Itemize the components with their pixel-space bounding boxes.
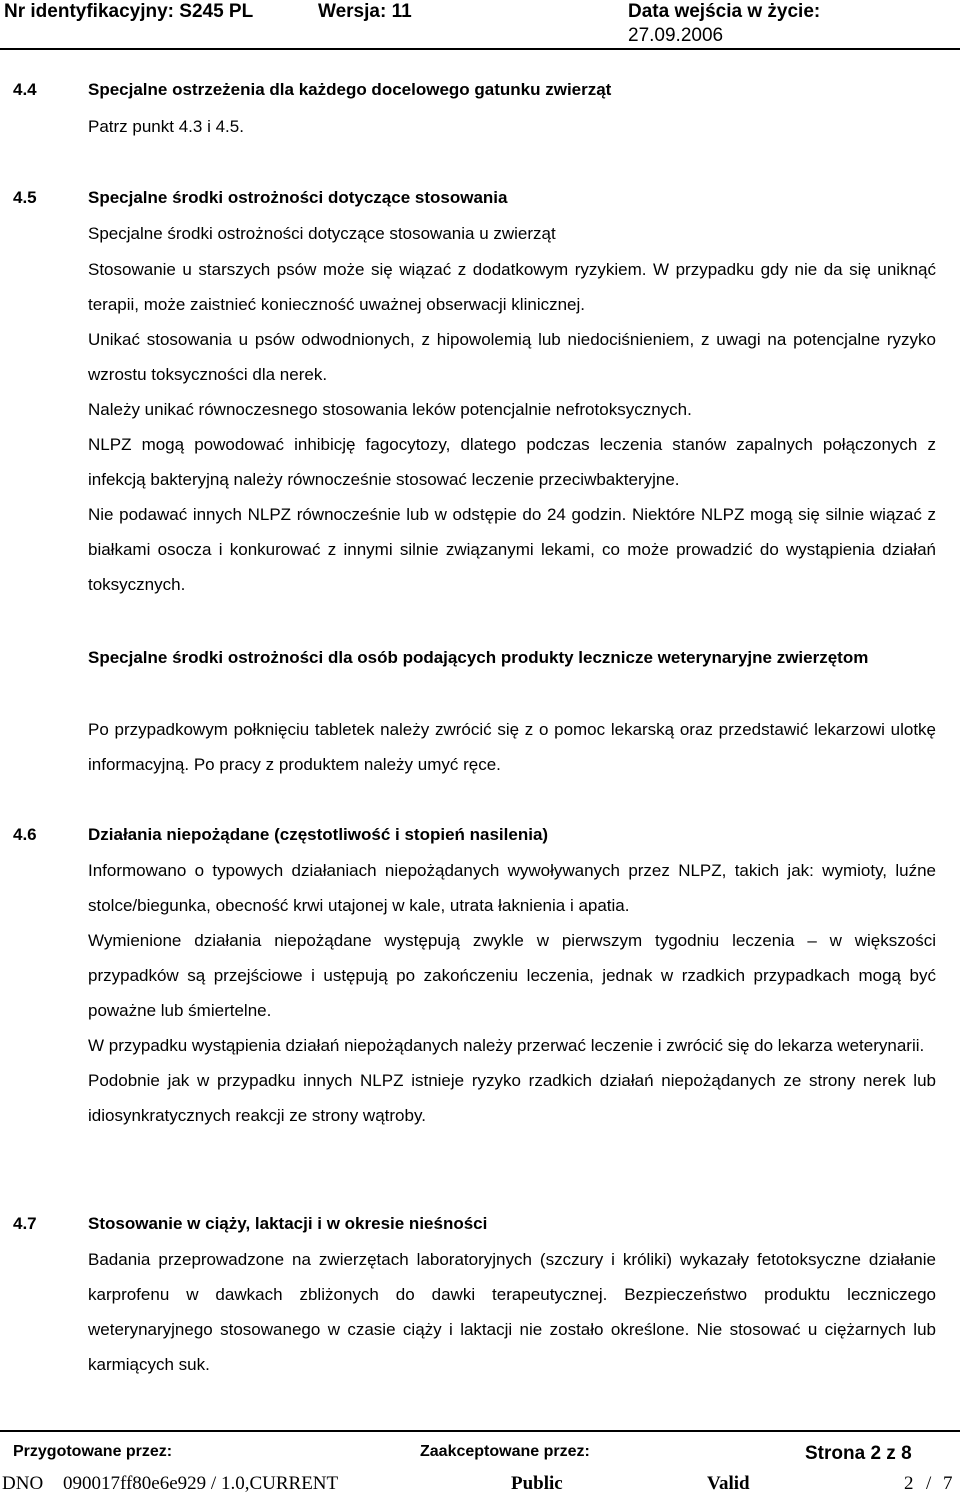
- section-4-4-text: Patrz punkt 4.3 i 4.5.: [88, 117, 244, 136]
- section-4-5-paragraph-1: Stosowanie u starszych psów może się wiązać z dodatkowym ryzykiem. W przypadku gdy nie da się uniknąć terapii, może zaistnieć konieczność uważnej obserwacji klinicznej.: [88, 260, 936, 314]
- section-4-5-persons-text: Po przypadkowym połknięciu tabletek należy zwrócić się z o pomoc lekarską oraz przedstawić lekarzowi ulotkę informacyjną. Po pracy z produktem należy umyć ręce.: [88, 720, 936, 774]
- section-4-4-title: Specjalne ostrzeżenia dla każdego docelowego gatunku zwierząt: [88, 80, 612, 99]
- header-id-label: Nr identyfikacyjny: S245 PL: [4, 1, 254, 22]
- section-4-7-number: 4.7: [13, 1214, 37, 1233]
- section-4-5-paragraph-5: Nie podawać innych NLPZ równocześnie lub w odstępie do 24 godzin. Niektóre NLPZ mogą się silnie wiązać z białkami osocza i konkurować z innymi silnie związanymi lekami, co może prowadzić do wystąpienia działań toksycznych.: [88, 505, 936, 594]
- footer-page-total: 7: [943, 1473, 953, 1494]
- header-version-label: Wersja: 11: [318, 1, 412, 22]
- section-4-5-paragraph-4: NLPZ mogą powodować inhibicję fagocytozy, dlatego podczas leczenia stanów zapalnych połączonych z infekcją bakteryjną należy równocześnie stosować leczenie przeciwbakteryjne.: [88, 435, 936, 489]
- section-4-5-number: 4.5: [13, 188, 37, 207]
- header-rule: [0, 48, 960, 50]
- section-4-5-title: Specjalne środki ostrożności dotyczące stosowania: [88, 188, 508, 207]
- footer-public: Public: [511, 1473, 563, 1494]
- section-4-6-title: Działania niepożądane (częstotliwość i stopień nasilenia): [88, 825, 549, 844]
- footer-page-num: 2: [904, 1473, 914, 1494]
- header-date-value: 27.09.2006: [628, 25, 724, 46]
- footer-prepared-label: Przygotowane przez:: [13, 1443, 173, 1460]
- footer-page-label: Strona 2 z 8: [805, 1443, 912, 1464]
- footer-page-sep: /: [926, 1473, 932, 1494]
- section-4-5-body: [88, 252, 936, 602]
- section-4-5-paragraph-3: Należy unikać równoczesnego stosowania leków potencjalnie nefrotoksycznych.: [88, 400, 692, 419]
- footer-doc-id: 090017ff80e6e929 / 1.0,CURRENT: [63, 1473, 339, 1494]
- footer-valid: Valid: [707, 1473, 750, 1494]
- footer-rule: [0, 1430, 960, 1432]
- section-4-4-number: 4.4: [13, 80, 37, 99]
- section-4-6-number: 4.6: [13, 825, 37, 844]
- section-4-5-persons-title: Specjalne środki ostrożności dla osób podających produkty lecznicze weterynaryjne zwierzętom: [88, 648, 869, 667]
- footer-dno: DNO: [2, 1473, 44, 1494]
- section-4-6-paragraph-4: Podobnie jak w przypadku innych NLPZ istnieje ryzyko rzadkich działań niepożądanych ze strony nerek lub idiosynkratycznych reakcji ze strony wątroby.: [88, 1071, 936, 1125]
- section-4-5-subtitle: Specjalne środki ostrożności dotyczące stosowania u zwierząt: [88, 224, 556, 243]
- section-4-6-paragraph-2: Wymienione działania niepożądane występują zwykle w pierwszym tygodniu leczenia – w większości przypadków są przejściowe i ustępują po zakończeniu leczenia, jednak w rzadkich przypadkach mogą być poważne lub śmiertelne.: [88, 931, 936, 1020]
- footer-accepted-label: Zaakceptowane przez:: [420, 1443, 590, 1460]
- section-4-7-body: [88, 1242, 936, 1382]
- section-4-6-paragraph-1: Informowano o typowych działaniach niepożądanych wywoływanych przez NLPZ, takich jak: wymioty, luźne stolce/biegunka, obecność krwi utajonej w kale, utrata łaknienia i apatia.: [88, 861, 936, 915]
- section-4-6-body: [88, 853, 936, 1133]
- section-4-7-paragraph-1: Badania przeprowadzone na zwierzętach laboratoryjnych (szczury i króliki) wykazały fetotoksyczne działanie karprofenu w dawkach zbliżonych do dawki terapeutycznej. Bezpieczeństwo produktu leczniczego weterynaryjnego stosowanego w czasie ciąży i laktacji nie zostało określone. Nie stosować u ciężarnych lub karmiących suk.: [88, 1250, 936, 1374]
- header-date-label: Data wejścia w życie:: [628, 1, 821, 22]
- section-4-7-title: Stosowanie w ciąży, laktacji i w okresie nieśności: [88, 1214, 488, 1233]
- section-4-6-paragraph-3: W przypadku wystąpienia działań niepożądanych należy przerwać leczenie i zwrócić się do lekarza weterynarii.: [88, 1036, 925, 1055]
- section-4-5-paragraph-2: Unikać stosowania u psów odwodnionych, z hipowolemią lub niedociśnieniem, z uwagi na potencjalne ryzyko wzrostu toksyczności dla nerek.: [88, 330, 936, 384]
